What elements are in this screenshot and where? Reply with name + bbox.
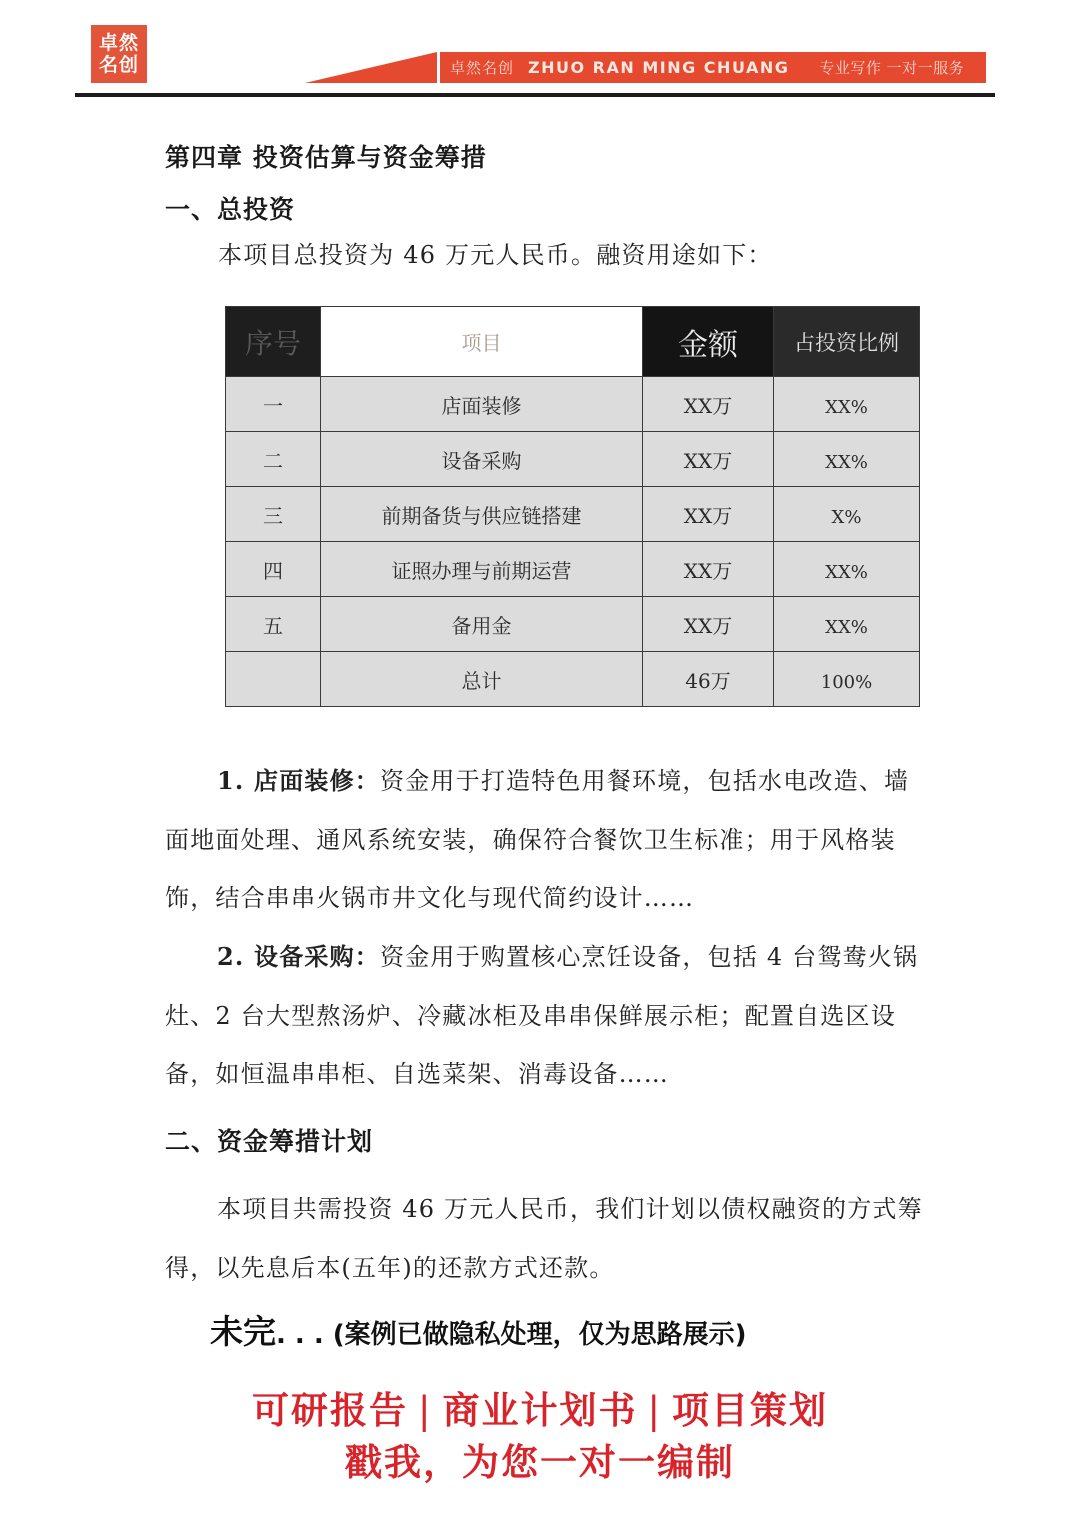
table-row: [226, 597, 920, 652]
cell-amount: XX万: [643, 377, 774, 432]
section2-text: 本项目共需投资 46 万元人民币，我们计划以债权融资的方式筹得，以先息后本(五年)的还款方式还款。: [165, 1195, 923, 1282]
cell-amount: 46万: [643, 652, 774, 707]
cell-seq: [226, 652, 321, 707]
header-item: 项目: [321, 307, 643, 377]
investment-table: [225, 306, 920, 707]
cta-service-project-planning[interactable]: 项目策划: [671, 1389, 828, 1432]
cta-service-business-plan[interactable]: 商业计划书: [442, 1389, 638, 1432]
cell-ratio: 100%: [774, 652, 920, 707]
table-header-row: [226, 307, 920, 377]
header-amount: 金额: [643, 307, 774, 377]
item1-label: 1. 店面装修：: [217, 766, 381, 795]
table-total-row: [226, 652, 920, 707]
cell-seq: 二: [226, 432, 321, 487]
cta-separator: |: [647, 1389, 662, 1432]
cell-ratio: XX%: [774, 597, 920, 652]
cell-ratio: XX%: [774, 432, 920, 487]
table-row: [226, 377, 920, 432]
cell-ratio: XX%: [774, 377, 920, 432]
cell-ratio: X%: [774, 487, 920, 542]
cta-services[interactable]: [0, 1380, 1080, 1434]
header-divider: [75, 93, 995, 97]
item2-paragraph: [165, 928, 925, 1104]
cta-contact-link[interactable]: 戳我，为您一对一编制: [345, 1441, 735, 1484]
banner-wedge-decoration: [305, 52, 437, 83]
logo-line2: 名创: [98, 54, 139, 76]
cell-seq: 三: [226, 487, 321, 542]
banner-brand-cn: 卓然名创: [450, 59, 515, 77]
section2-paragraph: [165, 1180, 925, 1297]
cell-seq: 一: [226, 377, 321, 432]
chapter-title: 第四章 投资估算与资金筹措: [165, 143, 487, 172]
cell-item: 总计: [321, 652, 643, 707]
cell-item: 证照办理与前期运营: [321, 542, 643, 597]
table-row: [226, 432, 920, 487]
cell-item: 店面装修: [321, 377, 643, 432]
cta-service-feasibility[interactable]: 可研报告: [252, 1389, 409, 1432]
table-row: [226, 487, 920, 542]
cell-amount: XX万: [643, 597, 774, 652]
header-seq: 序号: [226, 307, 321, 377]
unfinished-label: 未完: [210, 1312, 276, 1351]
cell-item: 前期备货与供应链搭建: [321, 487, 643, 542]
header-ratio: 占投资比例: [774, 307, 920, 377]
item2-label: 2. 设备采购：: [217, 942, 381, 971]
unfinished-note: [210, 1306, 747, 1353]
section2-heading: 二、资金筹措计划: [165, 1127, 374, 1156]
cell-amount: XX万: [643, 542, 774, 597]
cell-amount: XX万: [643, 487, 774, 542]
banner-brand-en: ZHUO RAN MING CHUANG: [528, 58, 790, 77]
cell-item: 设备采购: [321, 432, 643, 487]
cell-ratio: XX%: [774, 542, 920, 597]
cell-amount: XX万: [643, 432, 774, 487]
cta-separator: |: [418, 1389, 433, 1432]
privacy-note: . . . (案例已做隐私处理，仅为思路展示): [276, 1320, 747, 1350]
banner-slogan: 专业写作 一对一服务: [819, 59, 965, 77]
item2-text: 资金用于购置核心烹饪设备，包括 4 台鸳鸯火锅灶、2 台大型熬汤炉、冷藏冰柜及串串保鲜展示柜；配置自选区设备，如恒温串串柜、自选菜架、消毒设备……: [165, 943, 919, 1088]
item1-text: 资金用于打造特色用餐环境，包括水电改造、墙面地面处理、通风系统安装，确保符合餐饮卫生标准；用于风格装饰，结合串串火锅市井文化与现代简约设计……: [165, 767, 910, 912]
brand-logo: [91, 25, 147, 83]
cell-item: 备用金: [321, 597, 643, 652]
logo-line1: 卓然: [98, 32, 139, 54]
item1-paragraph: [165, 752, 925, 928]
header-banner: [440, 52, 986, 83]
table-row: [226, 542, 920, 597]
cell-seq: 五: [226, 597, 321, 652]
section1-heading: 一、总投资: [165, 195, 296, 224]
cell-seq: 四: [226, 542, 321, 597]
section1-intro: 本项目总投资为 46 万元人民币。融资用途如下：: [218, 241, 773, 269]
